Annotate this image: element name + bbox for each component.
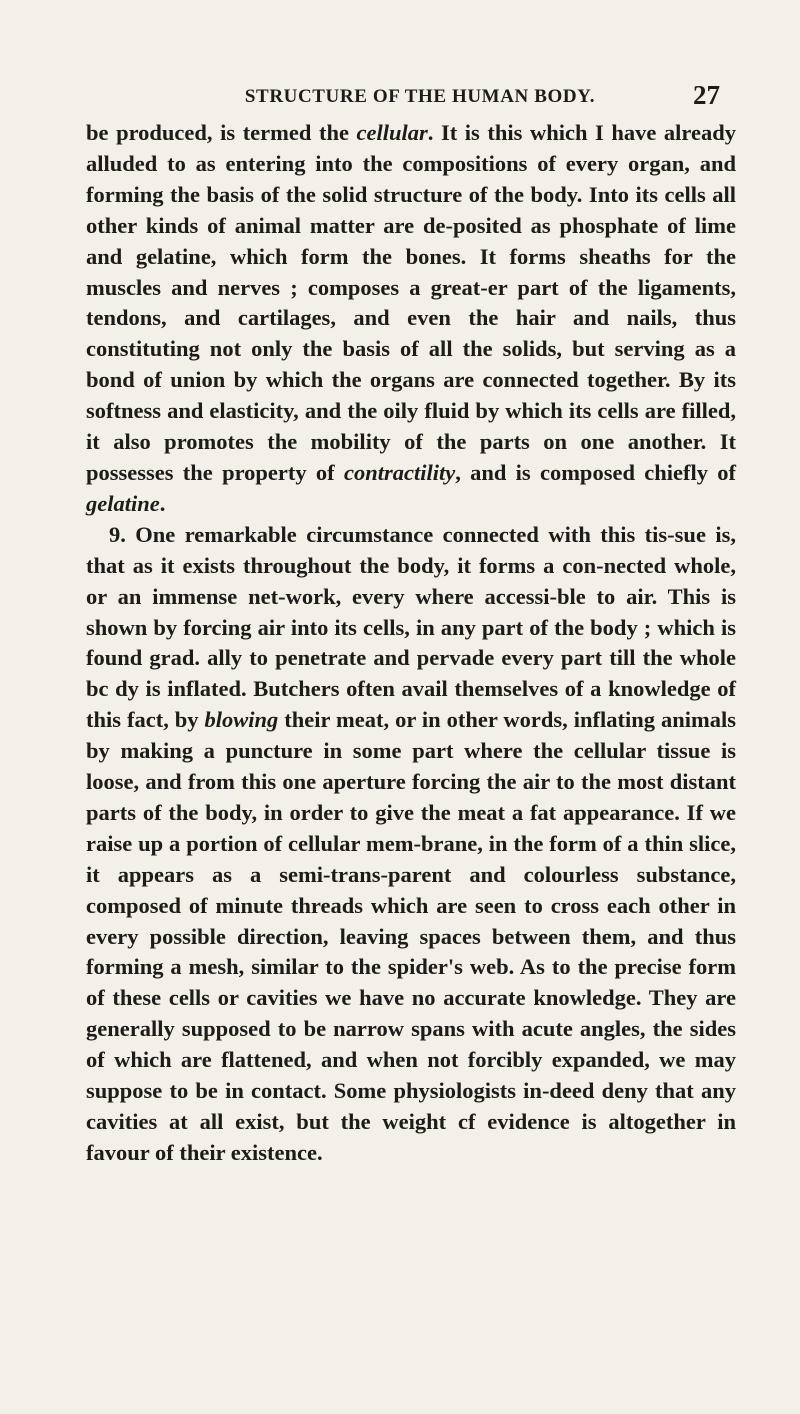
text-run: . It is this which I have already alluded to as entering into the compositions of every organ, and forming the basis of the solid structure of the body. Into its cells all other kinds of animal matter are de-posited as phosphate of lime and gelatine, which form the bones. It forms sheaths for the muscles and nerves ; composes a great-er part of the ligaments, tendons, and cartilages, and even the hair and nails, thus constituting not only the basis of all the solids, but serving as a bond of union by which the organs are connected together. By its softness and elasticity, and the oily fluid by which its cells are filled, it also promotes the mobility of the parts on one another. It possesses the property of <box>86 120 736 485</box>
text-run: their meat, or in other words, inflating animals by making a puncture in some part where the cellular tissue is loose, and from this one aperture forcing the air to the most distant parts of the body, in order to give the meat a fat appearance. If we raise up a portion of cellular mem-brane, in the form of a thin slice, it appears as a semi-trans-parent and colourless substance, composed of minute threads which are seen to cross each other in every possible direction, leaving spaces between them, and thus forming a mesh, similar to the spider's web. As to the precise form of these cells or cavities we have no accurate knowledge. They are generally supposed to be narrow spans with acute angles, the sides of which are flattened, and when not forcibly expanded, we may suppose to be in contact. Some physiologists in-deed deny that any cavities at all exist, but the weight cf evidence is altogether in favour of their existence. <box>86 707 737 1165</box>
italic-term-cellular: cellular <box>356 120 428 145</box>
text-run: 9. One remarkable circumstance connected with this tis-sue is, that as it exists throughout the body, it forms a con-nected whole, or an immense net-work, every where accessi-ble to air. This is shown by forcing air into its cells, in any part of the body ; which is found grad. ally to penetrate and pervade every part till the whole bc dy is inflated. Butchers often avail themselves of a knowledge of this fact, by <box>86 521 736 733</box>
text-run: . <box>159 490 166 516</box>
text-run: be produced, is termed the <box>86 120 357 145</box>
running-head: STRUCTURE OF THE HUMAN BODY. <box>244 86 596 107</box>
italic-term-contractility: contractility <box>343 459 456 485</box>
body-text <box>86 118 736 1169</box>
paragraph-cellular-tissue <box>86 118 736 520</box>
page-number: 27 <box>693 80 720 110</box>
italic-term-gelatine: gelatine <box>86 490 160 516</box>
text-run: , and is composed chiefly of <box>455 459 736 485</box>
italic-term-blowing: blowing <box>204 707 279 733</box>
paragraph-9 <box>86 520 736 1169</box>
